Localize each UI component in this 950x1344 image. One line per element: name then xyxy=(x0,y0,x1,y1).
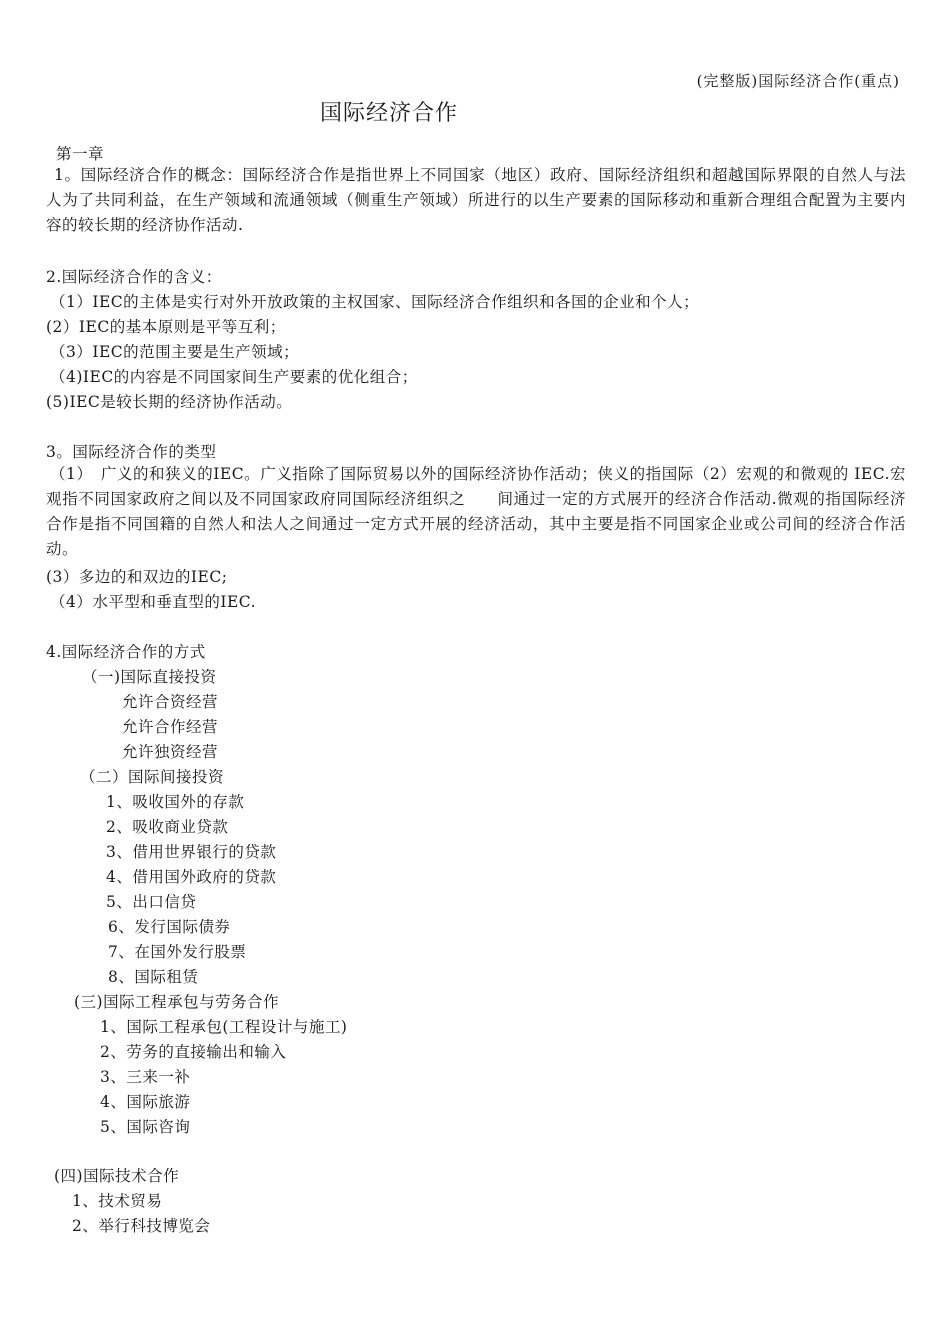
section-3-heading: 3。国际经济合作的类型 xyxy=(46,443,217,461)
section-3-item: (3）多边的和双边的IEC; xyxy=(46,568,228,586)
group-4-item: 1、技术贸易 xyxy=(72,1192,163,1210)
group-2-item: 6、发行国际债券 xyxy=(108,918,231,936)
group-3-item: 4、国际旅游 xyxy=(100,1093,191,1111)
section-2-item: (2）IEC的基本原则是平等互利； xyxy=(46,318,286,336)
document-title: 国际经济合作 xyxy=(320,101,459,126)
group-2-item: 2、吸收商业贷款 xyxy=(106,818,229,836)
section-2-item: （3）IEC的范围主要是生产领域； xyxy=(50,343,300,361)
group-3-item: 3、三来一补 xyxy=(100,1068,191,1086)
running-header: (完整版)国际经济合作(重点) xyxy=(696,72,900,90)
group-1-item: 允许合作经营 xyxy=(122,718,219,736)
group-2-item: 3、借用世界银行的贷款 xyxy=(106,843,277,861)
group-2-heading: （二）国际间接投资 xyxy=(80,768,225,786)
section-2-item: （1）IEC的主体是实行对外开放政策的主权国家、国际经济合作组织和各国的企业和个人； xyxy=(50,293,700,311)
group-1-item: 允许合资经营 xyxy=(122,693,219,711)
group-1-item: 允许独资经营 xyxy=(122,743,219,761)
section-3-item: （4）水平型和垂直型的IEC. xyxy=(50,593,257,611)
section-2-heading: 2.国际经济合作的含义： xyxy=(46,268,222,286)
group-2-item: 7、在国外发行股票 xyxy=(108,943,247,961)
section-2-item: (5)IEC是较长期的经济协作活动。 xyxy=(46,393,293,411)
section-2-item: （4)IEC的内容是不同国家间生产要素的优化组合； xyxy=(50,368,418,386)
group-2-item: 1、吸收国外的存款 xyxy=(106,793,245,811)
group-3-item: 5、国际咨询 xyxy=(100,1118,191,1136)
group-4-item: 2、举行科技博览会 xyxy=(72,1217,211,1235)
group-2-item: 4、借用国外政府的贷款 xyxy=(106,868,277,886)
group-3-heading: (三)国际工程承包与劳务合作 xyxy=(74,993,280,1011)
group-3-item: 1、国际工程承包(工程设计与施工) xyxy=(100,1018,348,1036)
group-2-item: 5、出口信贷 xyxy=(106,893,197,911)
section-3-paragraph: （1） 广义的和狭义的IEC。广义指除了国际贸易以外的国际经济协作活动；侠义的指国际（2）宏观的和微观的 IEC.宏观指不同国家政府之间以及不同国家政府同国际经济组织之 间通过一定的方式展开的经济合作活动.微观的指国际经济合作是指不同国籍的自然人和法人之间通过一定方式开展的经济活动，其中主要是指不同国家企业或公司间的经济合作活动。 xyxy=(46,465,906,558)
section-4-heading: 4.国际经济合作的方式 xyxy=(46,643,206,661)
group-3-item: 2、劳务的直接输出和输入 xyxy=(100,1043,287,1061)
group-2-item: 8、国际租赁 xyxy=(108,968,199,986)
chapter-heading: 第一章 xyxy=(56,145,105,163)
section-1-paragraph: 1。国际经济合作的概念：国际经济合作是指世界上不同国家（地区）政府、国际经济组织和超越国际界限的自然人与法人为了共同利益，在生产领域和流通领域（侧重生产领域）所进行的以生产要素的国际移动和重新合理组合配置为主要内容的较长期的经济协作活动. xyxy=(46,166,906,234)
group-4-heading: (四)国际技术合作 xyxy=(54,1167,180,1185)
group-1-heading: （一)国际直接投资 xyxy=(82,668,217,686)
